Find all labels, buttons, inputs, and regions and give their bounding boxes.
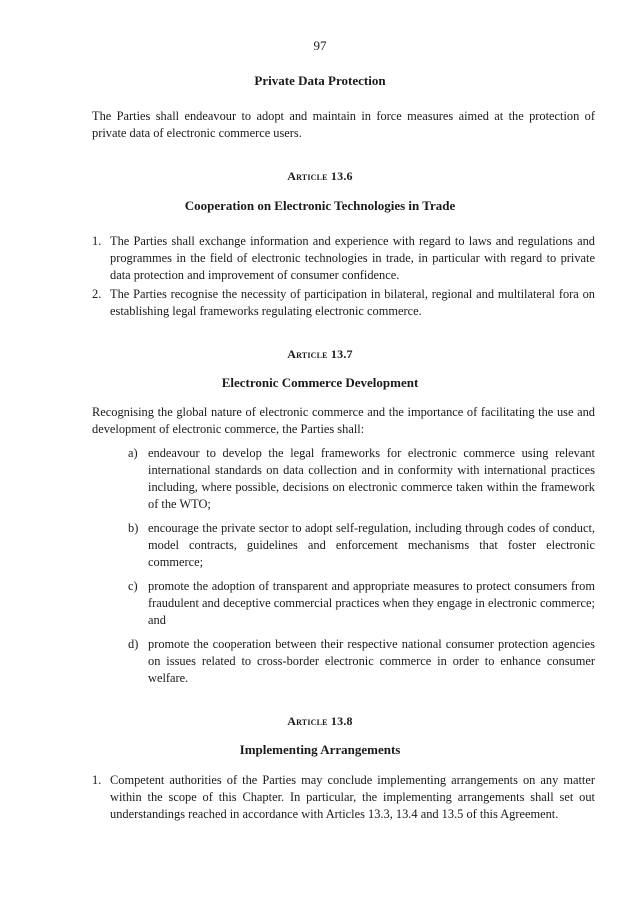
list-marker: 1. xyxy=(92,234,102,248)
list-marker: b) xyxy=(128,521,139,535)
list-item xyxy=(128,578,595,629)
paragraph-private-data: The Parties shall endeavour to adopt and maintain in force measures aimed at the protection of private data of electronic commerce users. xyxy=(92,109,595,140)
paragraph-intro: Recognising the global nature of electronic commerce and the importance of facilitating the use and development of electronic commerce, the Parties shall: xyxy=(92,405,595,436)
article-word: Article xyxy=(287,169,328,183)
list-marker: 2. xyxy=(92,287,102,301)
list-item-text: endeavour to develop the legal frameworks for electronic commerce using relevant international standards on data collection and in conformity with international practices including, where possible, decisions on electronic commerce taken within the framework of the WTO; xyxy=(148,446,595,511)
article-number: 13.7 xyxy=(330,347,353,361)
list-item xyxy=(128,636,595,687)
article-number: 13.8 xyxy=(330,714,353,728)
heading-private-data-protection: Private Data Protection xyxy=(254,73,386,88)
list-marker: c) xyxy=(128,579,138,593)
heading-cooperation: Cooperation on Electronic Technologies in Trade xyxy=(184,198,456,213)
list-marker: d) xyxy=(128,637,139,651)
article-13-6-label xyxy=(0,168,640,185)
list-item-text: encourage the private sector to adopt self-regulation, including through codes of conduct, model contracts, guidelines and enforcement mechanisms that foster electronic commerce; xyxy=(148,521,595,569)
article-13-8-label xyxy=(0,713,640,730)
list-item xyxy=(92,286,595,320)
list-item xyxy=(92,233,595,284)
list-marker: a) xyxy=(128,446,138,460)
list-item xyxy=(92,772,595,823)
article-number: 13.6 xyxy=(330,169,353,183)
article-word: Article xyxy=(287,347,328,361)
page-number: 97 xyxy=(313,38,327,53)
list-item xyxy=(128,445,595,513)
article-13-7-label xyxy=(0,346,640,363)
list-marker: 1. xyxy=(92,773,102,787)
list-item-text: promote the cooperation between their respective national consumer protection agencies on issues related to cross-border electronic commerce in order to enhance consumer welfare. xyxy=(148,637,595,685)
list-item-text: Competent authorities of the Parties may conclude implementing arrangements on any matter within the scope of this Chapter. In particular, the implementing arrangements shall set out understandings reached in accordance with Articles 13.3, 13.4 and 13.5 of this Agreement. xyxy=(110,773,595,821)
list-item xyxy=(128,520,595,571)
article-word: Article xyxy=(287,714,328,728)
list-item-text: promote the adoption of transparent and appropriate measures to protect consumers from fraudulent and deceptive commercial practices when they engage in electronic commerce; and xyxy=(148,579,595,627)
heading-implementing-arrangements: Implementing Arrangements xyxy=(239,742,401,757)
list-item-text: The Parties shall exchange information and experience with regard to laws and regulations and programmes in the field of electronic technologies in trade, in particular with regard to private data protection and improvement of consumer confidence. xyxy=(110,234,595,282)
list-item-text: The Parties recognise the necessity of participation in bilateral, regional and multilateral fora on establishing legal frameworks regulating electronic commerce. xyxy=(110,287,595,318)
heading-electronic-commerce-development: Electronic Commerce Development xyxy=(221,375,419,390)
